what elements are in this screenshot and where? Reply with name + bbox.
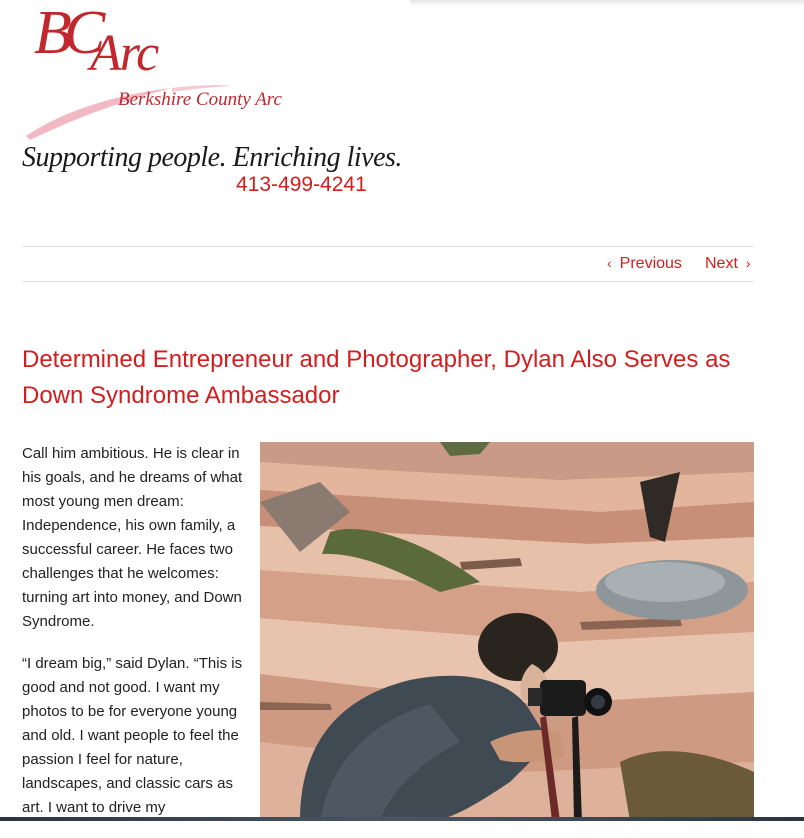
previous-label: Previous [619, 255, 682, 272]
next-post-link[interactable] [705, 255, 751, 273]
logo-letters-arc: Arc [90, 25, 158, 82]
bottom-bar [0, 817, 804, 821]
post-photo[interactable] [260, 442, 754, 821]
phone-number[interactable]: 413-499-4241 [236, 173, 367, 196]
chevron-left-icon: ‹ [607, 255, 612, 271]
previous-post-link[interactable] [607, 255, 682, 273]
post-navigation [22, 246, 754, 282]
post-title: Determined Entrepreneur and Photographer, Dylan Also Serves as Down Syndrome Ambassador [22, 346, 731, 409]
post-content [22, 442, 252, 838]
chevron-right-icon: › [745, 255, 751, 271]
photo-illustration [260, 442, 754, 821]
next-label: Next [705, 255, 738, 272]
logo-letters-bc: BC [34, 0, 98, 67]
post-paragraph: “I dream big,” said Dylan. “This is good and not good. I want my photos to be for everyone young and old. I want people to feel the passion I feel for nature, landscapes, and classic cars as art. I want to drive my [22, 655, 243, 816]
site-tagline: Supporting people. Enriching lives. [22, 142, 402, 173]
top-shadow [410, 0, 804, 6]
post-paragraph: Call him ambitious. He is clear in his goals, and he dreams of what most young men dream: Independence, his own family, a successful career. He faces two challenges that he welcomes: turning art into money, and Down Syndrome. [22, 445, 243, 630]
logo-org-name: Berkshire County Arc [118, 89, 282, 110]
site-logo[interactable] [22, 0, 402, 200]
